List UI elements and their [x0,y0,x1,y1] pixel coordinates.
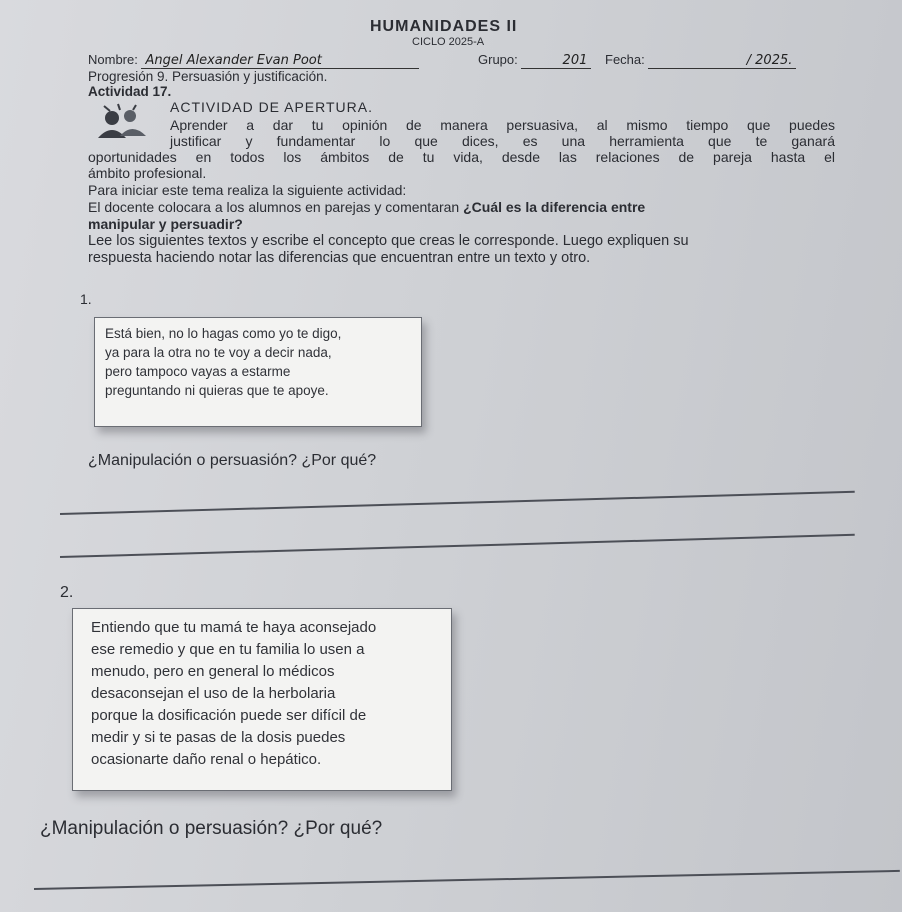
card-1-line: pero tampoco vayas a estarme [105,364,291,379]
text-card-2 [72,608,452,791]
opening-line-1: Aprender a dar tu opinión de manera persuasiva, al mismo tiempo que puedes [170,117,835,133]
answer-line[interactable] [34,870,900,890]
instructions-line-1: Para iniciar este tema realiza la siguiente actividad: [88,182,407,198]
key-question-part-2: manipular y persuadir? [88,216,243,232]
answer-line[interactable] [60,491,855,515]
item-2-number: 2. [60,584,74,601]
group-value: 201 [521,53,591,69]
key-question-part-1: ¿Cuál es la diferencia entre [463,199,646,215]
card-2-line: porque la dosificación puede ser difícil de [91,707,367,724]
answer-line[interactable] [60,534,855,558]
card-1-line: preguntando ni quieras que te apoye. [105,383,329,398]
group-label: Grupo: [478,52,518,67]
group-row [478,52,591,69]
card-2-line: menudo, pero en general lo médicos [91,663,335,680]
opening-line-2: justificar y fundamentar lo que dices, es una herramienta que te ganará [170,133,835,149]
name-label: Nombre: [88,52,138,67]
opening-line-4: ámbito profesional. [88,165,207,181]
question-1: ¿Manipulación o persuasión? ¿Por qué? [88,452,377,469]
opening-title: ACTIVIDAD DE APERTURA. [170,99,374,115]
date-label: Fecha: [605,52,645,67]
card-2-line: ese remedio y que en tu familia lo usen a [91,641,365,658]
card-1-line: Está bien, no lo hagas como yo te digo, [105,326,342,341]
subject-title: HUMANIDADES II [370,18,518,35]
activity-number: Actividad 17. [88,84,172,99]
name-row [88,52,419,69]
instructions-line-4: Lee los siguientes textos y escribe el concepto que creas le corresponde. Luego expliquen su [88,233,689,249]
group-discussion-icon [92,102,150,140]
card-2-line: Entiendo que tu mamá te haya aconsejado [91,619,377,636]
text-card-1 [94,317,422,427]
card-2-line: ocasionarte daño renal o hepático. [91,751,322,768]
date-row [605,52,796,69]
opening-line-3: oportunidades en todos los ámbitos de tu vida, desde las relaciones de pareja hasta el [88,149,835,165]
instructions-line-5: respuesta haciendo notar las diferencias que encuentran entre un texto y otro. [88,250,591,266]
card-2-line: desaconsejan el uso de la herbolaria [91,685,336,702]
cycle-label: CICLO 2025-A [412,36,485,48]
card-1-line: ya para la otra no te voy a decir nada, [105,345,332,360]
progression-line: Progresión 9. Persuasión y justificación. [88,69,328,84]
question-2: ¿Manipulación o persuasión? ¿Por qué? [40,818,383,839]
instructions-plain: El docente colocara a los alumnos en parejas y comentaran [88,199,464,215]
item-1-number: 1. [80,291,92,307]
card-2-line: medir y si te pasas de la dosis puedes [91,729,346,746]
name-value: Angel Alexander Evan Poot [141,53,419,69]
instructions-line-2 [88,199,840,215]
date-value: / 2025. [648,53,796,69]
